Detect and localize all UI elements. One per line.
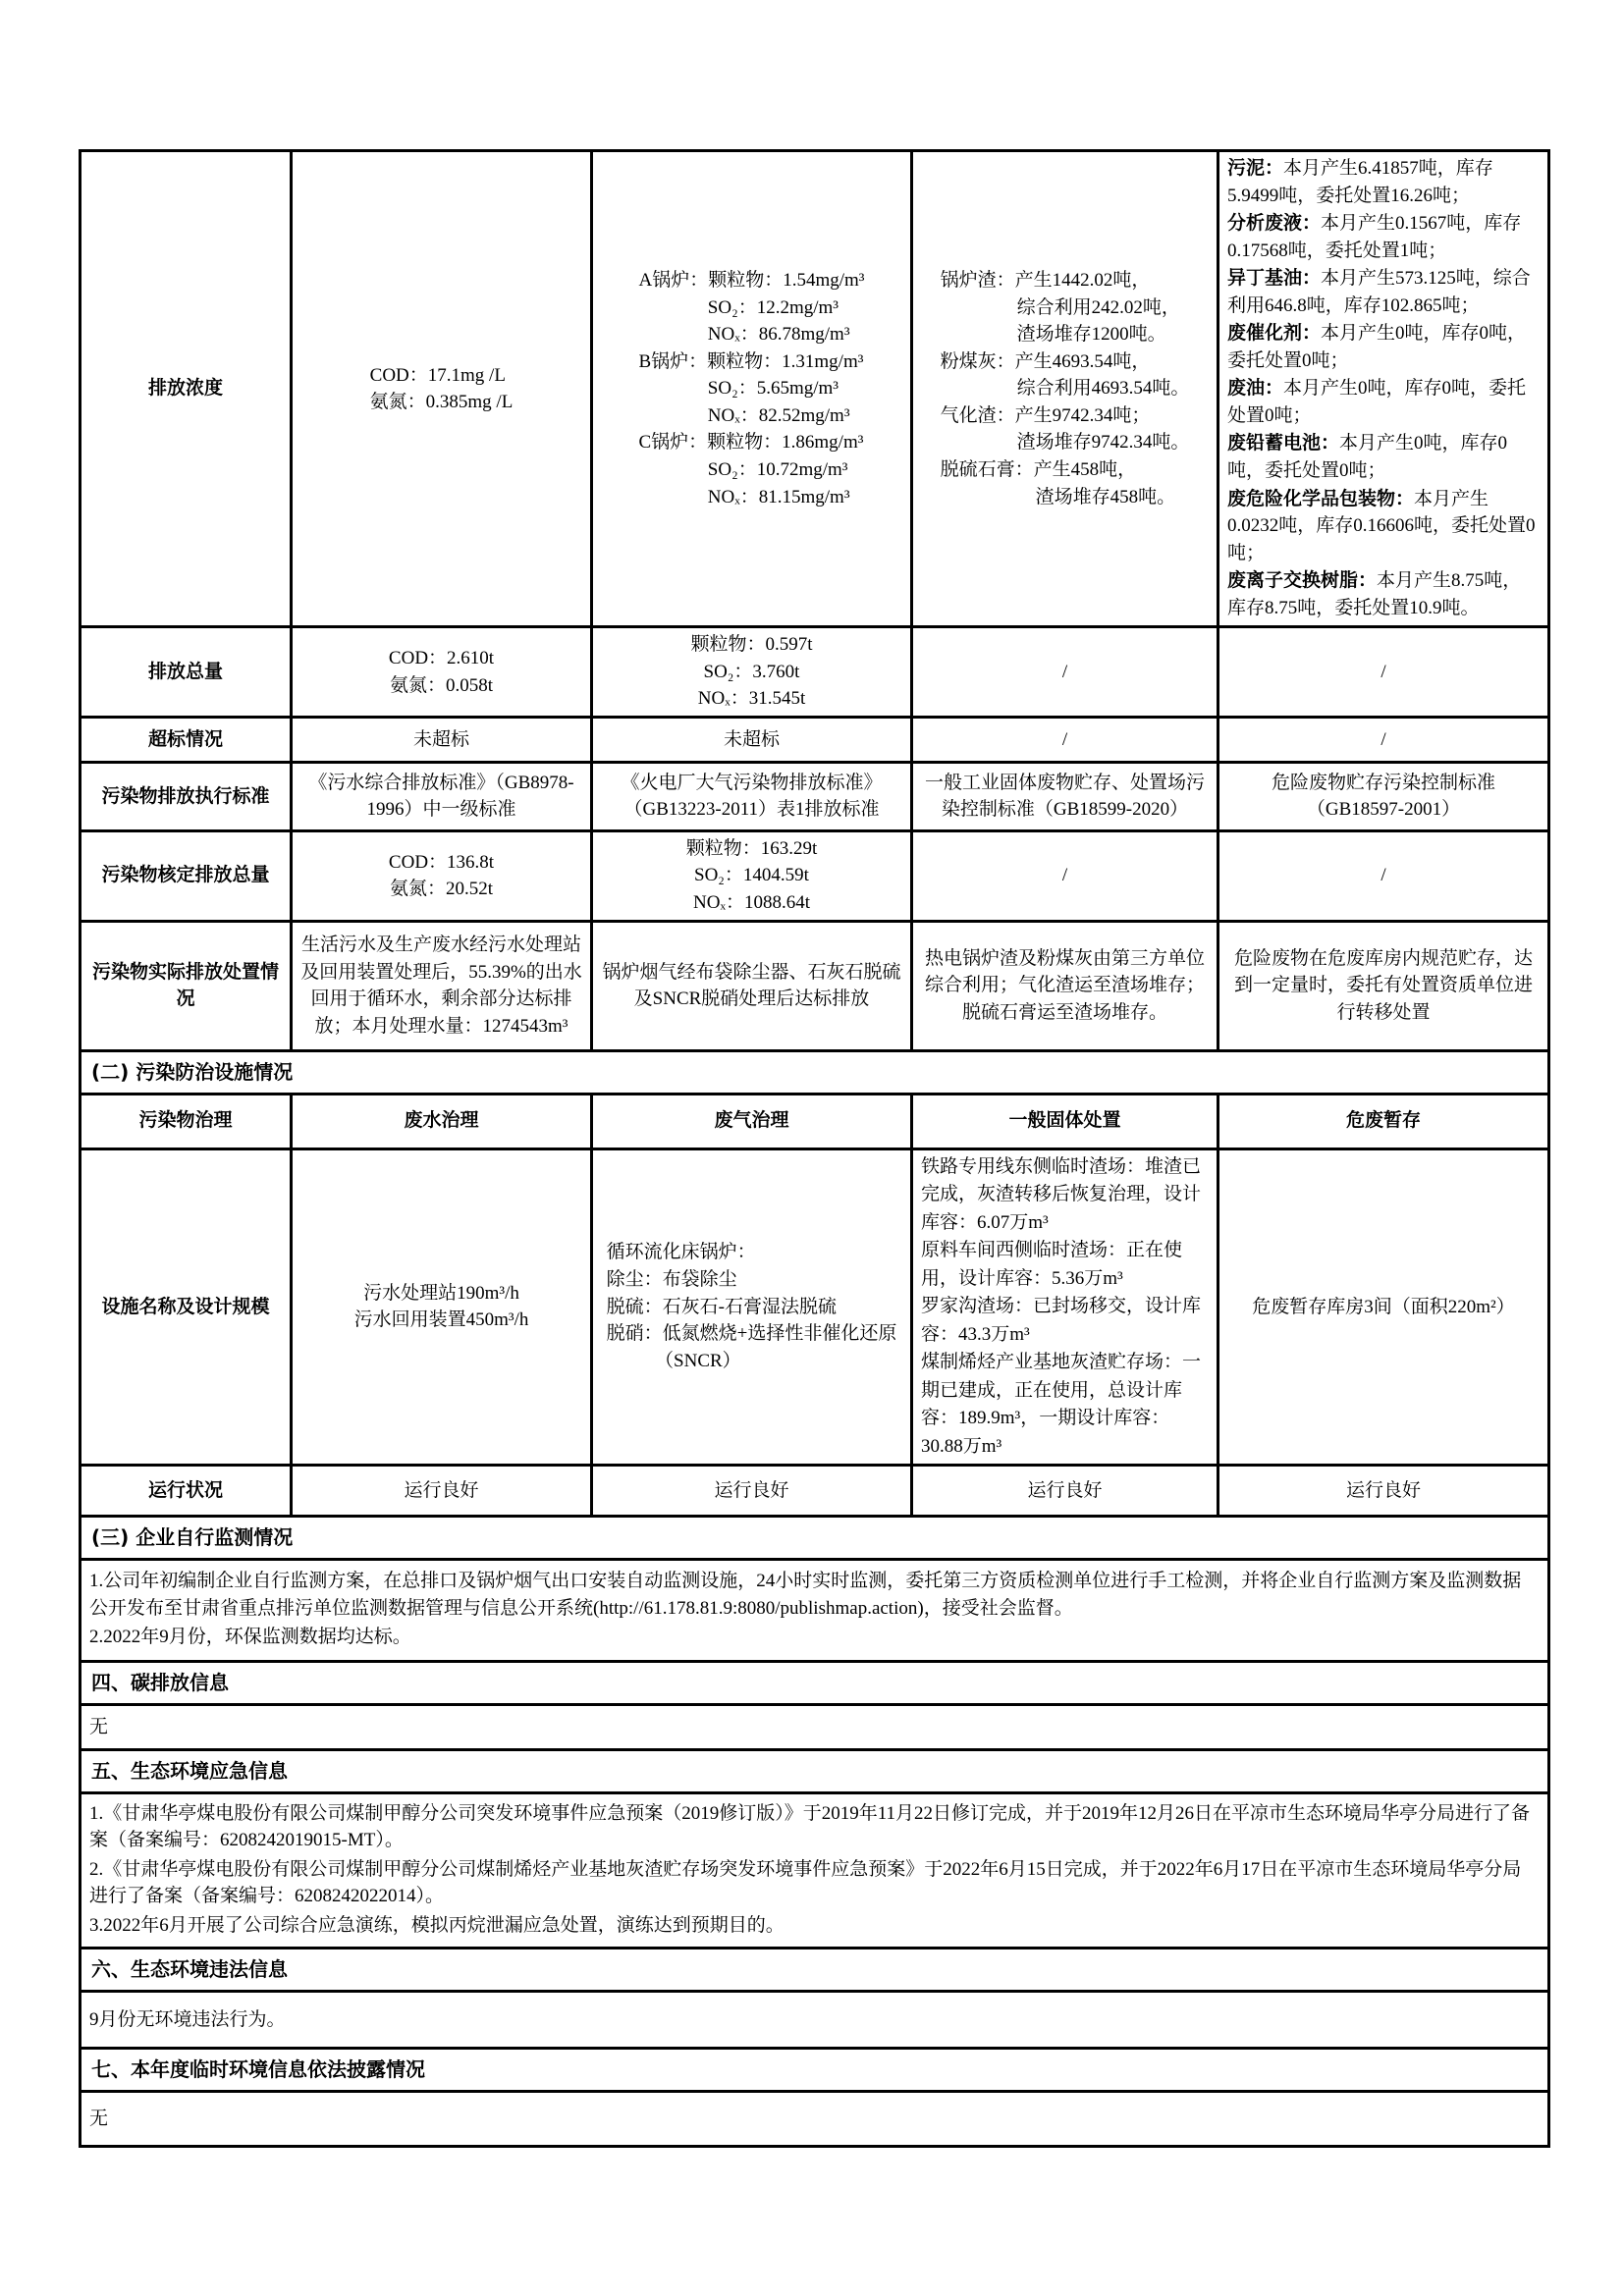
slag-yard-item: 原料车间西侧临时渣场：正在使用，设计库容：5.36万m³ xyxy=(921,1240,1183,1289)
cell-approved-hazardous-waste: / xyxy=(1218,830,1549,921)
text-line: SO₂：1404.59t xyxy=(694,865,809,886)
row-section-violation xyxy=(81,1949,1549,1992)
text-line: A锅炉：颗粒物：1.54mg/m³ xyxy=(638,270,865,292)
cell-scale-gas xyxy=(592,1148,912,1466)
header-pollutant-treatment: 污染物治理 xyxy=(81,1094,292,1148)
row-label-actual-disposal: 污染物实际排放处置情况 xyxy=(81,921,292,1050)
hazardous-item-label: 废危险化学品包装物： xyxy=(1227,487,1415,509)
cell-standards-hazardous-waste: 危险废物贮存污染控制标准（GB18597-2001） xyxy=(1218,762,1549,830)
text-line: 循环流化床锅炉： xyxy=(606,1242,756,1263)
hazardous-item-text: 本月产生0.0232吨，库存0.16606吨，委托处置0吨； xyxy=(1227,488,1536,563)
slag-yard-item: 铁路专用线东侧临时渣场：堆渣已完成，灰渣转移后恢复治理，设计库容：6.07万m³ xyxy=(921,1155,1202,1233)
row-emission-total xyxy=(81,627,1549,718)
cell-disposal-solid-waste: 热电锅炉渣及粉煤灰由第三方单位综合利用；气化渣运至渣场堆存；脱硫石膏运至渣场堆存。 xyxy=(912,921,1218,1050)
cell-concentration-wastewater xyxy=(292,151,592,627)
text-line: 氨氮：0.058t xyxy=(389,674,494,696)
row-section-facilities xyxy=(81,1050,1549,1094)
row-label-exceedance: 超标情况 xyxy=(81,717,292,762)
cell-concentration-hazardous-waste xyxy=(1218,151,1549,627)
text-line: 污水处理站190m³/h xyxy=(363,1282,519,1304)
cell-temporary-content: 无 xyxy=(81,2092,1549,2147)
text-line: 脱硝：低氮燃烧+选择性非催化还原 xyxy=(606,1323,897,1345)
cell-scale-hazardous: 危废暂存库房3间（面积220m²） xyxy=(1218,1148,1549,1466)
row-section-temporary xyxy=(81,2049,1549,2092)
slag-yard-item: 罗家沟渣场：已封场移交，设计库容：43.3万m³ xyxy=(921,1296,1202,1345)
cell-carbon-content: 无 xyxy=(81,1705,1549,1750)
row-section-carbon xyxy=(81,1662,1549,1705)
text-line: 锅炉渣：产生1442.02吨， xyxy=(940,270,1151,292)
header-gas-treatment: 废气治理 xyxy=(592,1094,912,1148)
row-section-emergency xyxy=(81,1750,1549,1793)
cell-operation-wastewater: 运行良好 xyxy=(292,1466,592,1517)
cell-standards-solid-waste: 一般工业固体废物贮存、处置场污染控制标准（GB18599-2020） xyxy=(912,762,1218,830)
cell-violation-content: 9月份无环境违法行为。 xyxy=(81,1992,1549,2049)
hazardous-item xyxy=(1227,375,1540,429)
row-label-facility-scale: 设施名称及设计规模 xyxy=(81,1148,292,1466)
row-standards xyxy=(81,762,1549,830)
text-line: 脱硫：石灰石-石膏湿法脱硫 xyxy=(606,1296,837,1317)
cell-exceedance-solid-waste: / xyxy=(912,717,1218,762)
hazardous-item xyxy=(1227,567,1540,621)
section-carbon-title: 四、碳排放信息 xyxy=(81,1662,1549,1705)
row-actual-disposal xyxy=(81,921,1549,1050)
row-section-self-monitoring xyxy=(81,1517,1549,1560)
text-line: 粉煤灰：产生4693.54吨， xyxy=(940,350,1151,372)
row-temporary-content xyxy=(81,2092,1549,2147)
header-hazardous-storage: 危废暂存 xyxy=(1218,1094,1549,1148)
cell-approved-solid-waste: / xyxy=(912,830,1218,921)
hazardous-item-text: 本月产生573.125吨，综合利用646.8吨，库存102.865吨； xyxy=(1227,268,1531,316)
text-line: 氨氮：20.52t xyxy=(389,879,494,900)
cell-total-hazardous-waste: / xyxy=(1218,627,1549,718)
emergency-paragraph: 2.《甘肃华亭煤电股份有限公司煤制甲醇分公司煤制烯烃产业基地灰渣贮存场突发环境事件应急预案》于2022年6月15日完成，并于2022年6月17日在平凉市生态环境局华亭分局进行了备案（备案编号：6208242022014）。 xyxy=(89,1858,1522,1907)
text-line: SO₂：5.65mg/m³ xyxy=(707,378,839,400)
text-line: NOₓ：86.78mg/m³ xyxy=(707,324,850,346)
row-label-approved-total: 污染物核定排放总量 xyxy=(81,830,292,921)
hazardous-item-label: 异丁基油： xyxy=(1227,267,1322,290)
text-line: COD：136.8t xyxy=(388,851,495,873)
hazardous-item xyxy=(1227,320,1540,374)
monitoring-paragraph: 1.公司年初编制企业自行监测方案，在总排口及锅炉烟气出口安装自动监测设施，24小时实时监测，委托第三方资质检测单位进行手工检测，并将企业自行监测方案及监测数据公开发布至甘肃省重点排污单位监测数据管理与信息公开系统(http://61.178.81.9:8080/publishmap.action)，接受社会监督。 xyxy=(89,1571,1522,1619)
row-violation-content xyxy=(81,1992,1549,2049)
hazardous-item xyxy=(1227,155,1540,209)
section-temporary-title: 七、本年度临时环境信息依法披露情况 xyxy=(81,2049,1549,2092)
row-approved-total xyxy=(81,830,1549,921)
cell-exceedance-air: 未超标 xyxy=(592,717,912,762)
hazardous-item-text: 本月产生0吨，库存0吨，委托处置0吨； xyxy=(1227,323,1527,371)
row-label-emission-total: 排放总量 xyxy=(81,627,292,718)
hazardous-item-text: 本月产生6.41857吨，库存5.9499吨，委托处置16.26吨； xyxy=(1227,158,1493,206)
cell-concentration-solid-waste xyxy=(912,151,1218,627)
row-facilities-header xyxy=(81,1094,1549,1148)
hazardous-item xyxy=(1227,265,1540,319)
cell-self-monitoring-text xyxy=(81,1560,1549,1662)
text-line: 综合利用4693.54吨。 xyxy=(1016,378,1190,400)
section-emergency-title: 五、生态环境应急信息 xyxy=(81,1750,1549,1793)
cell-total-wastewater xyxy=(292,627,592,718)
cell-total-solid-waste: / xyxy=(912,627,1218,718)
text-line: SO₂：3.760t xyxy=(703,661,800,682)
row-facility-scale xyxy=(81,1148,1549,1466)
emergency-paragraph: 1.《甘肃华亭煤电股份有限公司煤制甲醇分公司突发环境事件应急预案（2019修订版）》于2019年11月22日修订完成，并于2019年12月26日在平凉市生态环境局华亭分局进行了备案（备案编号：6208242019015-MT）。 xyxy=(89,1802,1531,1851)
text-line: 脱硫石膏：产生458吨， xyxy=(940,459,1137,481)
monitoring-paragraph: 2.2022年9月份，环保监测数据均达标。 xyxy=(89,1627,411,1648)
hazardous-item-label: 废离子交换树脂： xyxy=(1227,569,1378,592)
cell-disposal-air: 锅炉烟气经布袋除尘器、石灰石脱硫及SNCR脱硝处理后达标排放 xyxy=(592,921,912,1050)
section-self-monitoring-title: (三) 企业自行监测情况 xyxy=(81,1517,1549,1560)
cell-total-air xyxy=(592,627,912,718)
text-line: NOₓ：81.15mg/m³ xyxy=(707,486,850,507)
hazardous-item-label: 废铅蓄电池： xyxy=(1227,432,1340,454)
cell-exceedance-wastewater: 未超标 xyxy=(292,717,592,762)
text-line: NOₓ：31.545t xyxy=(697,688,806,710)
text-line: （SNCR） xyxy=(655,1350,741,1371)
hazardous-item-label: 废油： xyxy=(1227,377,1284,400)
header-wastewater-treatment: 废水治理 xyxy=(292,1094,592,1148)
text-line: 气化渣：产生9742.34吨； xyxy=(940,404,1151,426)
hazardous-item xyxy=(1227,486,1540,567)
cell-approved-air xyxy=(592,830,912,921)
cell-scale-solid xyxy=(912,1148,1218,1466)
hazardous-item-text: 本月产生0吨，库存0吨，委托处置0吨； xyxy=(1227,378,1527,426)
header-solid-disposal: 一般固体处置 xyxy=(912,1094,1218,1148)
section-facilities-title: (二) 污染防治设施情况 xyxy=(81,1050,1549,1094)
hazardous-item-text: 本月产生0.1567吨，库存0.17568吨，委托处置1吨； xyxy=(1227,213,1522,261)
text-line: 除尘：布袋除尘 xyxy=(606,1269,737,1290)
hazardous-item xyxy=(1227,210,1540,264)
row-exceedance xyxy=(81,717,1549,762)
slag-yard-item: 煤制烯烃产业基地灰渣贮存场：一期已建成，正在使用，总设计库容：189.9m³，一期设计库容：30.88万m³ xyxy=(921,1352,1202,1457)
hazardous-item-text: 本月产生0吨，库存0吨，委托处置0吨； xyxy=(1227,433,1508,482)
cell-concentration-air xyxy=(592,151,912,627)
section-violation-title: 六、生态环境违法信息 xyxy=(81,1949,1549,1992)
row-label-operation-status: 运行状况 xyxy=(81,1466,292,1517)
disclosure-table xyxy=(79,149,1550,2148)
text-line: COD：2.610t xyxy=(388,648,495,669)
hazardous-item-label: 废催化剂： xyxy=(1227,322,1322,345)
cell-disposal-wastewater: 生活污水及生产废水经污水处理站及回用装置处理后，55.39%的出水回用于循环水，剩余部分达标排放；本月处理水量：1274543m³ xyxy=(292,921,592,1050)
text-line: 渣场堆存458吨。 xyxy=(1035,486,1176,507)
row-label-emission-concentration: 排放浓度 xyxy=(81,151,292,627)
text-line: B锅炉：颗粒物：1.31mg/m³ xyxy=(638,350,864,372)
text-line: 氨氮：0.385mg /L xyxy=(369,392,514,413)
row-emergency-text xyxy=(81,1793,1549,1949)
row-emission-concentration xyxy=(81,151,1549,627)
text-line: 综合利用242.02吨， xyxy=(1016,296,1180,318)
hazardous-item-text: 本月产生8.75吨，库存8.75吨，委托处置10.9吨。 xyxy=(1227,570,1522,618)
cell-operation-hazardous: 运行良好 xyxy=(1218,1466,1549,1517)
cell-exceedance-hazardous-waste: / xyxy=(1218,717,1549,762)
cell-standards-air: 《火电厂大气污染物排放标准》（GB13223-2011）表1排放标准 xyxy=(592,762,912,830)
text-line: 颗粒物：163.29t xyxy=(685,837,818,859)
row-self-monitoring-text xyxy=(81,1560,1549,1662)
text-line: 渣场堆存1200吨。 xyxy=(1016,324,1166,346)
hazardous-item-label: 污泥： xyxy=(1227,157,1284,179)
cell-operation-solid: 运行良好 xyxy=(912,1466,1218,1517)
cell-operation-gas: 运行良好 xyxy=(592,1466,912,1517)
cell-disposal-hazardous-waste: 危险废物在危废库房内规范贮存，达到一定量时，委托有处置资质单位进行转移处置 xyxy=(1218,921,1549,1050)
row-operation-status xyxy=(81,1466,1549,1517)
cell-scale-wastewater xyxy=(292,1148,592,1466)
text-line: SO₂：12.2mg/m³ xyxy=(707,296,839,318)
text-line: NOₓ：82.52mg/m³ xyxy=(707,404,850,426)
cell-emergency-text xyxy=(81,1793,1549,1949)
text-line: 渣场堆存9742.34吨。 xyxy=(1016,432,1190,454)
hazardous-item-label: 分析废液： xyxy=(1227,212,1322,235)
cell-standards-wastewater: 《污水综合排放标准》（GB8978-1996）中一级标准 xyxy=(292,762,592,830)
hazardous-item xyxy=(1227,430,1540,484)
text-line: 污水回用装置450m³/h xyxy=(353,1309,529,1331)
text-line: COD：17.1mg /L xyxy=(369,364,506,386)
row-label-standards: 污染物排放执行标准 xyxy=(81,762,292,830)
emergency-paragraph: 3.2022年6月开展了公司综合应急演练，模拟丙烷泄漏应急处置，演练达到预期目的。 xyxy=(89,1914,785,1936)
text-line: NOₓ：1088.64t xyxy=(693,892,810,914)
row-carbon-content xyxy=(81,1705,1549,1750)
cell-approved-wastewater xyxy=(292,830,592,921)
text-line: C锅炉：颗粒物：1.86mg/m³ xyxy=(638,432,864,454)
text-line: SO₂：10.72mg/m³ xyxy=(707,459,848,481)
text-line: 颗粒物：0.597t xyxy=(690,634,813,656)
